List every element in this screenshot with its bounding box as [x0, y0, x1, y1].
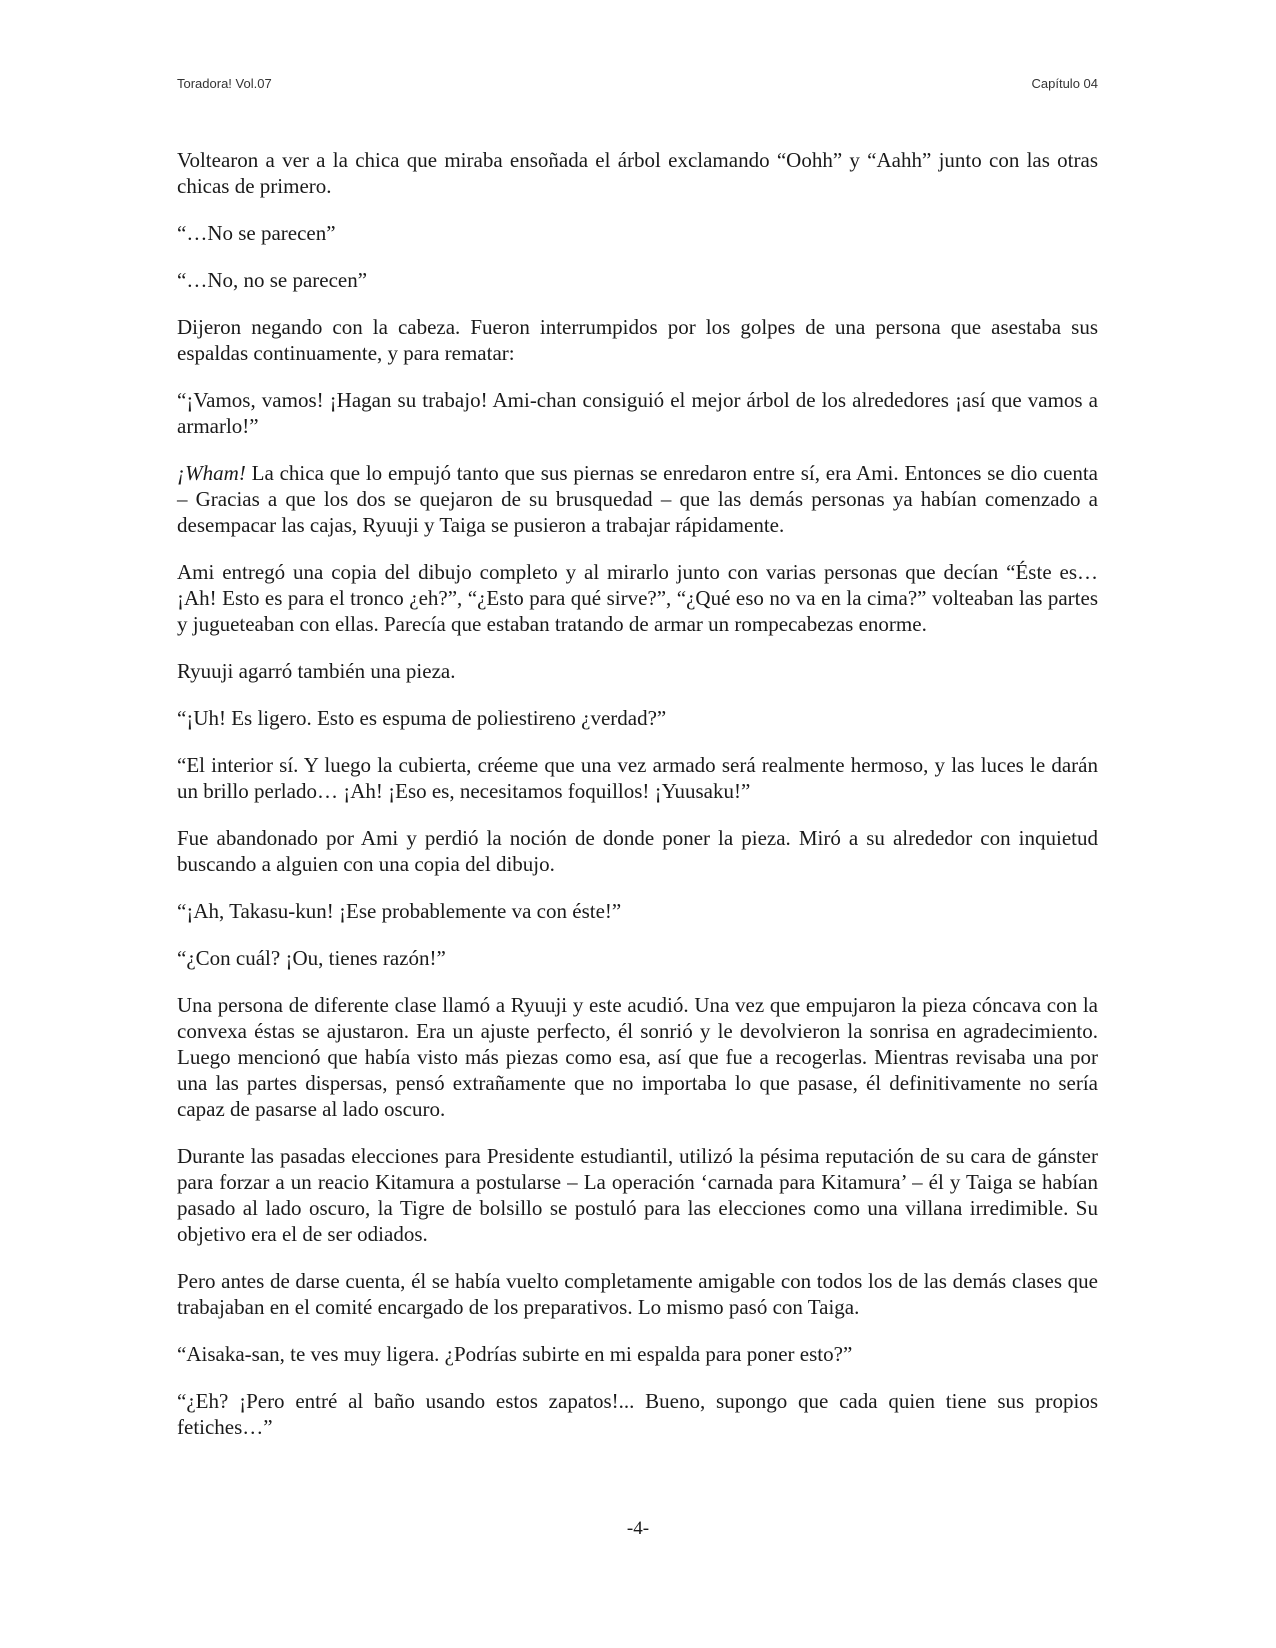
dialogue-paragraph: “¡Uh! Es ligero. Esto es espuma de poliestireno ¿verdad?”	[177, 706, 667, 730]
paragraph: Durante las pasadas elecciones para Presidente estudiantil, utilizó la pésima reputación de su cara de gánster para forzar a un reacio Kitamura a postularse – La operación ‘carnada para Kitamura’ – él y Taiga se habían pasado al lado oscuro, la Tigre de bolsillo se postuló para las elecciones como una villana irredimible. Su objetivo era el de ser odiados.	[177, 1144, 1098, 1246]
paragraph: Voltearon a ver a la chica que miraba ensoñada el árbol exclamando “Oohh” y “Aahh” junto con las otras chicas de primero.	[177, 148, 1098, 198]
dialogue-paragraph: “¿Eh? ¡Pero entré al baño usando estos zapatos!... Bueno, supongo que cada quien tiene sus propios fetiches…”	[177, 1389, 1098, 1439]
paragraph: Fue abandonado por Ami y perdió la noción de donde poner la pieza. Miró a su alrededor con inquietud buscando a alguien con una copia del dibujo.	[177, 826, 1098, 876]
dialogue-paragraph: “¡Vamos, vamos! ¡Hagan su trabajo! Ami-chan consiguió el mejor árbol de los alrededores ¡así que vamos a armarlo!”	[177, 388, 1098, 438]
paragraph-text: La chica que lo empujó tanto que sus piernas se enredaron entre sí, era Ami. Entonces se dio cuenta – Gracias a que los dos se quejaron de su brusquedad – que las demás personas ya habían comenzado a desempacar las cajas, Ryuuji y Taiga se pusieron a trabajar rápidamente.	[177, 461, 1098, 537]
dialogue-paragraph: “Aisaka-san, te ves muy ligera. ¿Podrías subirte en mi espalda para poner esto?”	[177, 1342, 853, 1366]
paragraph: Ryuuji agarró también una pieza.	[177, 659, 456, 683]
paragraph: Dijeron negando con la cabeza. Fueron interrumpidos por los golpes de una persona que asestaba sus espaldas continuamente, y para rematar:	[177, 315, 1098, 365]
header-chapter: Capítulo 04	[1031, 76, 1098, 91]
dialogue-paragraph: “…No se parecen”	[177, 221, 336, 245]
paragraph	[177, 460, 1098, 538]
page-number: -4-	[626, 1518, 650, 1539]
dialogue-paragraph: “…No, no se parecen”	[177, 268, 368, 292]
sound-effect: ¡Wham!	[177, 461, 246, 485]
paragraph: Una persona de diferente clase llamó a Ryuuji y este acudió. Una vez que empujaron la pieza cóncava con la convexa éstas se ajustaron. Era un ajuste perfecto, él sonrió y le devolvieron la sonrisa en agradecimiento. Luego mencionó que había visto más piezas como esa, así que fue a recogerlas. Mientras revisaba una por una las partes dispersas, pensó extrañamente que no importaba lo que pasase, él definitivamente no sería capaz de pasarse al lado oscuro.	[177, 993, 1098, 1121]
running-header	[177, 76, 1098, 91]
dialogue-paragraph: “¿Con cuál? ¡Ou, tienes razón!”	[177, 946, 446, 970]
body-text	[177, 147, 1098, 1461]
dialogue-paragraph: “El interior sí. Y luego la cubierta, créeme que una vez armado será realmente hermoso, y las luces le darán un brillo perlado… ¡Ah! ¡Eso es, necesitamos foquillos! ¡Yuusaku!”	[177, 753, 1098, 803]
dialogue-paragraph: “¡Ah, Takasu-kun! ¡Ese probablemente va con éste!”	[177, 899, 622, 923]
paragraph: Ami entregó una copia del dibujo completo y al mirarlo junto con varias personas que decían “Éste es… ¡Ah! Esto es para el tronco ¿eh?”, “¿Esto para qué sirve?”, “¿Qué eso no va en la cima?” volteaban las partes y jugueteaban con ellas. Parecía que estaban tratando de armar un rompecabezas enorme.	[177, 560, 1098, 636]
header-book-title: Toradora! Vol.07	[177, 76, 272, 91]
paragraph: Pero antes de darse cuenta, él se había vuelto completamente amigable con todos los de las demás clases que trabajaban en el comité encargado de los preparativos. Lo mismo pasó con Taiga.	[177, 1269, 1098, 1319]
